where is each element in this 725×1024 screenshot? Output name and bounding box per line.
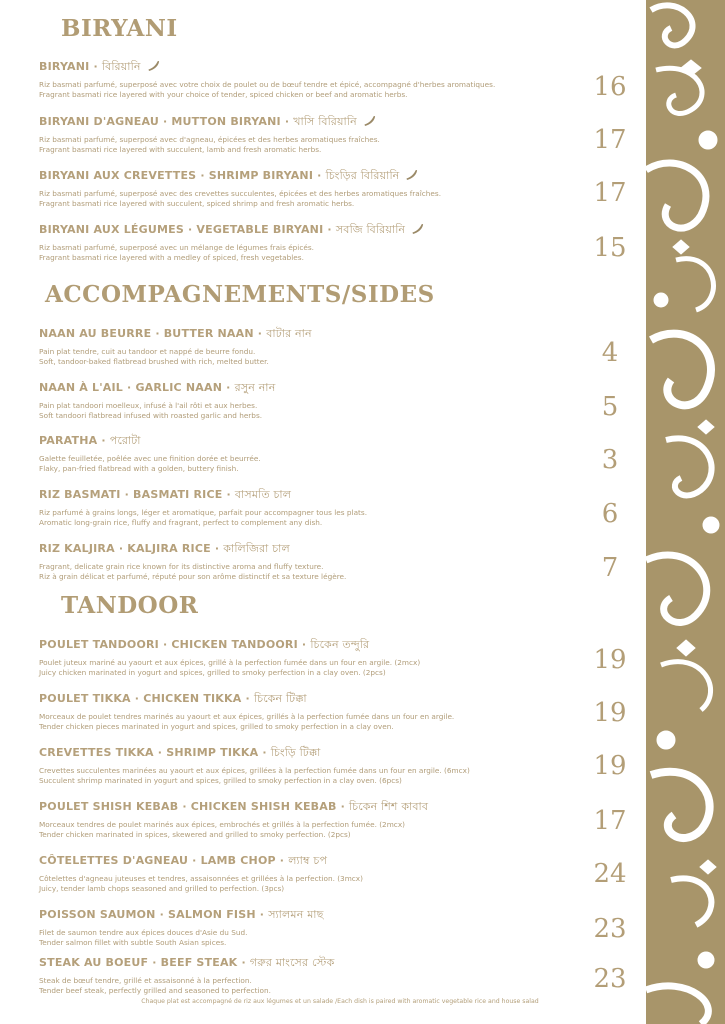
item-description [39, 820, 599, 840]
description-fr: Filet de saumon tendre aux épices douces d'Asie du Sud. [39, 928, 248, 937]
section-title-tandoor: TANDOOR [61, 592, 199, 619]
item-bengali-name: স্যালমন মাছ [268, 908, 324, 921]
item-title: POULET TANDOORI · CHICKEN TANDOORI · চিকেন তন্দুরি [39, 638, 370, 651]
menu-item [39, 542, 599, 582]
item-description [39, 976, 599, 996]
description-fr: Riz basmati parfumé, superposé avec votre choix de poulet ou de bœuf tendre et épicé, accompagné d'herbes aromatiques. [39, 80, 496, 89]
item-price: 6 [601, 499, 619, 529]
item-bengali-name: গরুর মাংসের স্টেক [249, 956, 335, 969]
item-bengali-name: চিকেন শিশ কাবাব [349, 800, 429, 813]
description-en: Riz à grain délicat et parfumé, réputé pour son arôme distinctif et sa texture légère. [39, 572, 347, 581]
item-description [39, 658, 599, 678]
item-price: 23 [593, 914, 627, 944]
item-price: 17 [593, 806, 627, 836]
description-en: Tender chicken pieces marinated in yogurt and spices, grilled to smoky perfection in a clay oven. [39, 722, 394, 731]
description-en: Fragrant basmati rice layered with succulent, lamb and fresh aromatic herbs. [39, 145, 322, 154]
item-bengali-name: সবজি বিরিয়ানি [335, 223, 406, 236]
item-name: PARATHA [39, 434, 98, 447]
description-en: Aromatic long-grain rice, fluffy and fragrant, perfect to complement any dish. [39, 518, 323, 527]
description-fr: Galette feuilletée, poêlée avec une finition dorée et beurrée. [39, 454, 261, 463]
item-title: POULET SHISH KEBAB · CHICKEN SHISH KEBAB · চিকেন শিশ কাবাব [39, 800, 429, 813]
item-bengali-name: চিংড়ি টিক্কা [270, 746, 321, 759]
menu-item [39, 60, 599, 100]
item-price: 7 [601, 553, 619, 583]
item-name: BIRYANI AUX LÉGUMES · VEGETABLE BIRYANI [39, 223, 324, 236]
footer-note: Chaque plat est accompagné de riz aux légumes et un salade /Each dish is paired with aromatic vegetable rice and house salad [141, 998, 539, 1005]
item-bengali-name: খাসি বিরিয়ানি [293, 115, 357, 128]
item-description [39, 766, 599, 786]
menu-item [39, 638, 599, 678]
menu-item [39, 692, 599, 732]
description-en: Succulent shrimp marinated in yogurt and spices, grilled to smoky perfection in a clay oven. (6pcs) [39, 776, 402, 785]
description-en: Fragrant basmati rice layered with succulent, spiced shrimp and fresh aromatic herbs. [39, 199, 355, 208]
description-en: Flaky, pan-fried flatbread with a golden, buttery finish. [39, 464, 239, 473]
item-name: BIRYANI D'AGNEAU · MUTTON BIRYANI [39, 115, 281, 128]
item-price: 19 [593, 645, 627, 675]
section-title-sides: ACCOMPAGNEMENTS/SIDES [45, 281, 435, 308]
item-bengali-name: চিকেন টিক্কা [253, 692, 307, 705]
item-description [39, 401, 599, 421]
item-name: POULET TIKKA · CHICKEN TIKKA [39, 692, 242, 705]
item-description [39, 712, 599, 732]
item-price: 15 [593, 233, 627, 263]
description-en: Fragrant basmati rice layered with a medley of spiced, fresh vegetables. [39, 253, 304, 262]
item-price: 4 [601, 338, 619, 368]
description-en: Tender chicken marinated in spices, skewered and grilled to smoky perfection. (2pcs) [39, 830, 351, 839]
item-title: POISSON SAUMON · SALMON FISH · স্যালমন মাছ [39, 908, 324, 921]
item-price: 24 [593, 859, 627, 889]
item-description [39, 928, 599, 948]
item-name: NAAN À L'AIL · GARLIC NAAN [39, 381, 223, 394]
item-title: BIRYANI AUX LÉGUMES · VEGETABLE BIRYANI · সবজি বিরিয়ানি [39, 223, 599, 237]
menu-item [39, 223, 599, 263]
item-title: CÔTELETTES D'AGNEAU · LAMB CHOP · ল্যাম্ব চপ [39, 854, 328, 867]
description-en: Tender salmon fillet with subtle South Asian spices. [39, 938, 227, 947]
item-name: BIRYANI AUX CREVETTES · SHRIMP BIRYANI [39, 169, 314, 182]
description-fr: Morceaux tendres de poulet marinés aux épices, embrochés et grillés à la perfection fumée. (2mcx) [39, 820, 405, 829]
item-title: BIRYANI AUX CREVETTES · SHRIMP BIRYANI · চিংড়ির বিরিয়ানি [39, 169, 599, 183]
item-title: NAAN AU BEURRE · BUTTER NAAN · বাটার নান [39, 327, 312, 340]
menu-item [39, 488, 599, 528]
description-en: Juicy, tender lamb chops seasoned and grilled to perfection. (3pcs) [39, 884, 285, 893]
item-name: RIZ KALJIRA · KALJIRA RICE [39, 542, 211, 555]
ornament-pattern [646, 0, 725, 1024]
chili-icon [405, 169, 419, 181]
item-name: POISSON SAUMON · SALMON FISH [39, 908, 256, 921]
item-price: 17 [593, 178, 627, 208]
item-bengali-name: চিকেন তন্দুরি [310, 638, 370, 651]
item-name: STEAK AU BOEUF · BEEF STEAK [39, 956, 238, 969]
item-price: 19 [593, 698, 627, 728]
item-name: RIZ BASMATI · BASMATI RICE [39, 488, 223, 501]
description-fr: Crevettes succulentes marinées au yaourt et aux épices, grillées à la perfection fumée dans un four en argile. (6mcx) [39, 766, 470, 775]
item-description [39, 189, 599, 209]
item-bengali-name: বাসমতি চাল [234, 488, 292, 501]
item-name: CREVETTES TIKKA · SHRIMP TIKKA [39, 746, 259, 759]
item-name: POULET TANDOORI · CHICKEN TANDOORI [39, 638, 298, 651]
item-price: 19 [593, 751, 627, 781]
description-en: Juicy chicken marinated in yogurt and spices, grilled to smoky perfection in a clay oven. (2pcs) [39, 668, 386, 677]
item-title: CREVETTES TIKKA · SHRIMP TIKKA · চিংড়ি টিক্কা [39, 746, 321, 759]
item-description [39, 874, 599, 894]
item-description [39, 347, 599, 367]
description-en: Fragrant basmati rice layered with your choice of tender, spiced chicken or beef and aromatic herbs. [39, 90, 408, 99]
item-price: 16 [593, 72, 627, 102]
item-price: 3 [601, 445, 619, 475]
chili-icon [363, 115, 377, 127]
description-en: Soft, tandoor-baked flatbread brushed with rich, melted butter. [39, 357, 269, 366]
item-title: BIRYANI D'AGNEAU · MUTTON BIRYANI · খাসি বিরিয়ানি [39, 115, 599, 129]
item-title: NAAN À L'AIL · GARLIC NAAN · রসুন নান [39, 381, 276, 394]
description-fr: Côtelettes d'agneau juteuses et tendres, assaisonnées et grillées à la perfection. (3mcx) [39, 874, 363, 883]
item-bengali-name: বিরিয়ানি [101, 60, 141, 73]
item-description [39, 562, 599, 582]
item-name: NAAN AU BEURRE · BUTTER NAAN [39, 327, 254, 340]
item-price: 17 [593, 125, 627, 155]
item-price: 23 [593, 964, 627, 994]
item-name: BIRYANI [39, 60, 90, 73]
menu-item [39, 854, 599, 894]
menu-item [39, 115, 599, 155]
description-en: Soft tandoori flatbread infused with roasted garlic and herbs. [39, 411, 263, 420]
item-description [39, 135, 599, 155]
menu-item [39, 327, 599, 367]
menu-item [39, 800, 599, 840]
item-bengali-name: চিংড়ির বিরিয়ানি [325, 169, 400, 182]
item-bengali-name: কালিজিরা চাল [223, 542, 290, 555]
menu-item [39, 908, 599, 948]
item-title: RIZ BASMATI · BASMATI RICE · বাসমতি চাল [39, 488, 292, 501]
section-title-biryani: BIRYANI [61, 15, 178, 42]
description-fr: Riz parfumé à grains longs, léger et aromatique, parfait pour accompagner tous les plats. [39, 508, 368, 517]
item-description [39, 80, 599, 100]
item-bengali-name: পরোটা [109, 434, 141, 447]
description-fr: Riz basmati parfumé, superposé avec d'agneau, épicées et des herbes aromatiques fraîches. [39, 135, 380, 144]
item-title: POULET TIKKA · CHICKEN TIKKA · চিকেন টিক্কা [39, 692, 307, 705]
description-fr: Pain plat tandoori moelleux, infusé à l'ail rôti et aux herbes. [39, 401, 258, 410]
description-fr: Steak de bœuf tendre, grillé et assaisonné à la perfection. [39, 976, 252, 985]
item-description [39, 243, 599, 263]
item-bengali-name: বাটার নান [266, 327, 312, 340]
description-fr: Riz basmati parfumé, superposé avec un mélange de légumes frais épicés. [39, 243, 314, 252]
item-price: 5 [601, 392, 619, 422]
item-title: BIRYANI · বিরিয়ানি [39, 60, 599, 74]
menu-item [39, 381, 599, 421]
item-bengali-name: রসুন নান [234, 381, 276, 394]
menu-item [39, 434, 599, 474]
item-description [39, 454, 599, 474]
description-fr: Pain plat tendre, cuit au tandoor et nappé de beurre fondu. [39, 347, 256, 356]
menu-item [39, 169, 599, 209]
description-fr: Fragrant, delicate grain rice known for its distinctive aroma and fluffy texture. [39, 562, 324, 571]
description-fr: Morceaux de poulet tendres marinés au yaourt et aux épices, grillés à la perfection fumée dans un four en argile. [39, 712, 455, 721]
chili-icon [147, 60, 161, 72]
item-title: RIZ KALJIRA · KALJIRA RICE · কালিজিরা চাল [39, 542, 290, 555]
description-fr: Riz basmati parfumé, superposé avec des crevettes succulentes, épicées et des herbes aromatiques fraîches. [39, 189, 442, 198]
item-title: STEAK AU BOEUF · BEEF STEAK · গরুর মাংসের স্টেক [39, 956, 335, 969]
description-en: Tender beef steak, perfectly grilled and seasoned to perfection. [39, 986, 271, 995]
item-name: POULET SHISH KEBAB · CHICKEN SHISH KEBAB [39, 800, 337, 813]
description-fr: Poulet juteux mariné au yaourt et aux épices, grillé à la perfection fumée dans un four en argile. (2mcx) [39, 658, 421, 667]
menu-item [39, 746, 599, 786]
decorative-pattern-band [646, 0, 725, 1024]
menu-item [39, 956, 599, 996]
chili-icon [411, 223, 425, 235]
item-description [39, 508, 599, 528]
item-bengali-name: ল্যাম্ব চপ [288, 854, 328, 867]
item-name: CÔTELETTES D'AGNEAU · LAMB CHOP [39, 854, 276, 867]
item-title: PARATHA · পরোটা [39, 434, 141, 447]
